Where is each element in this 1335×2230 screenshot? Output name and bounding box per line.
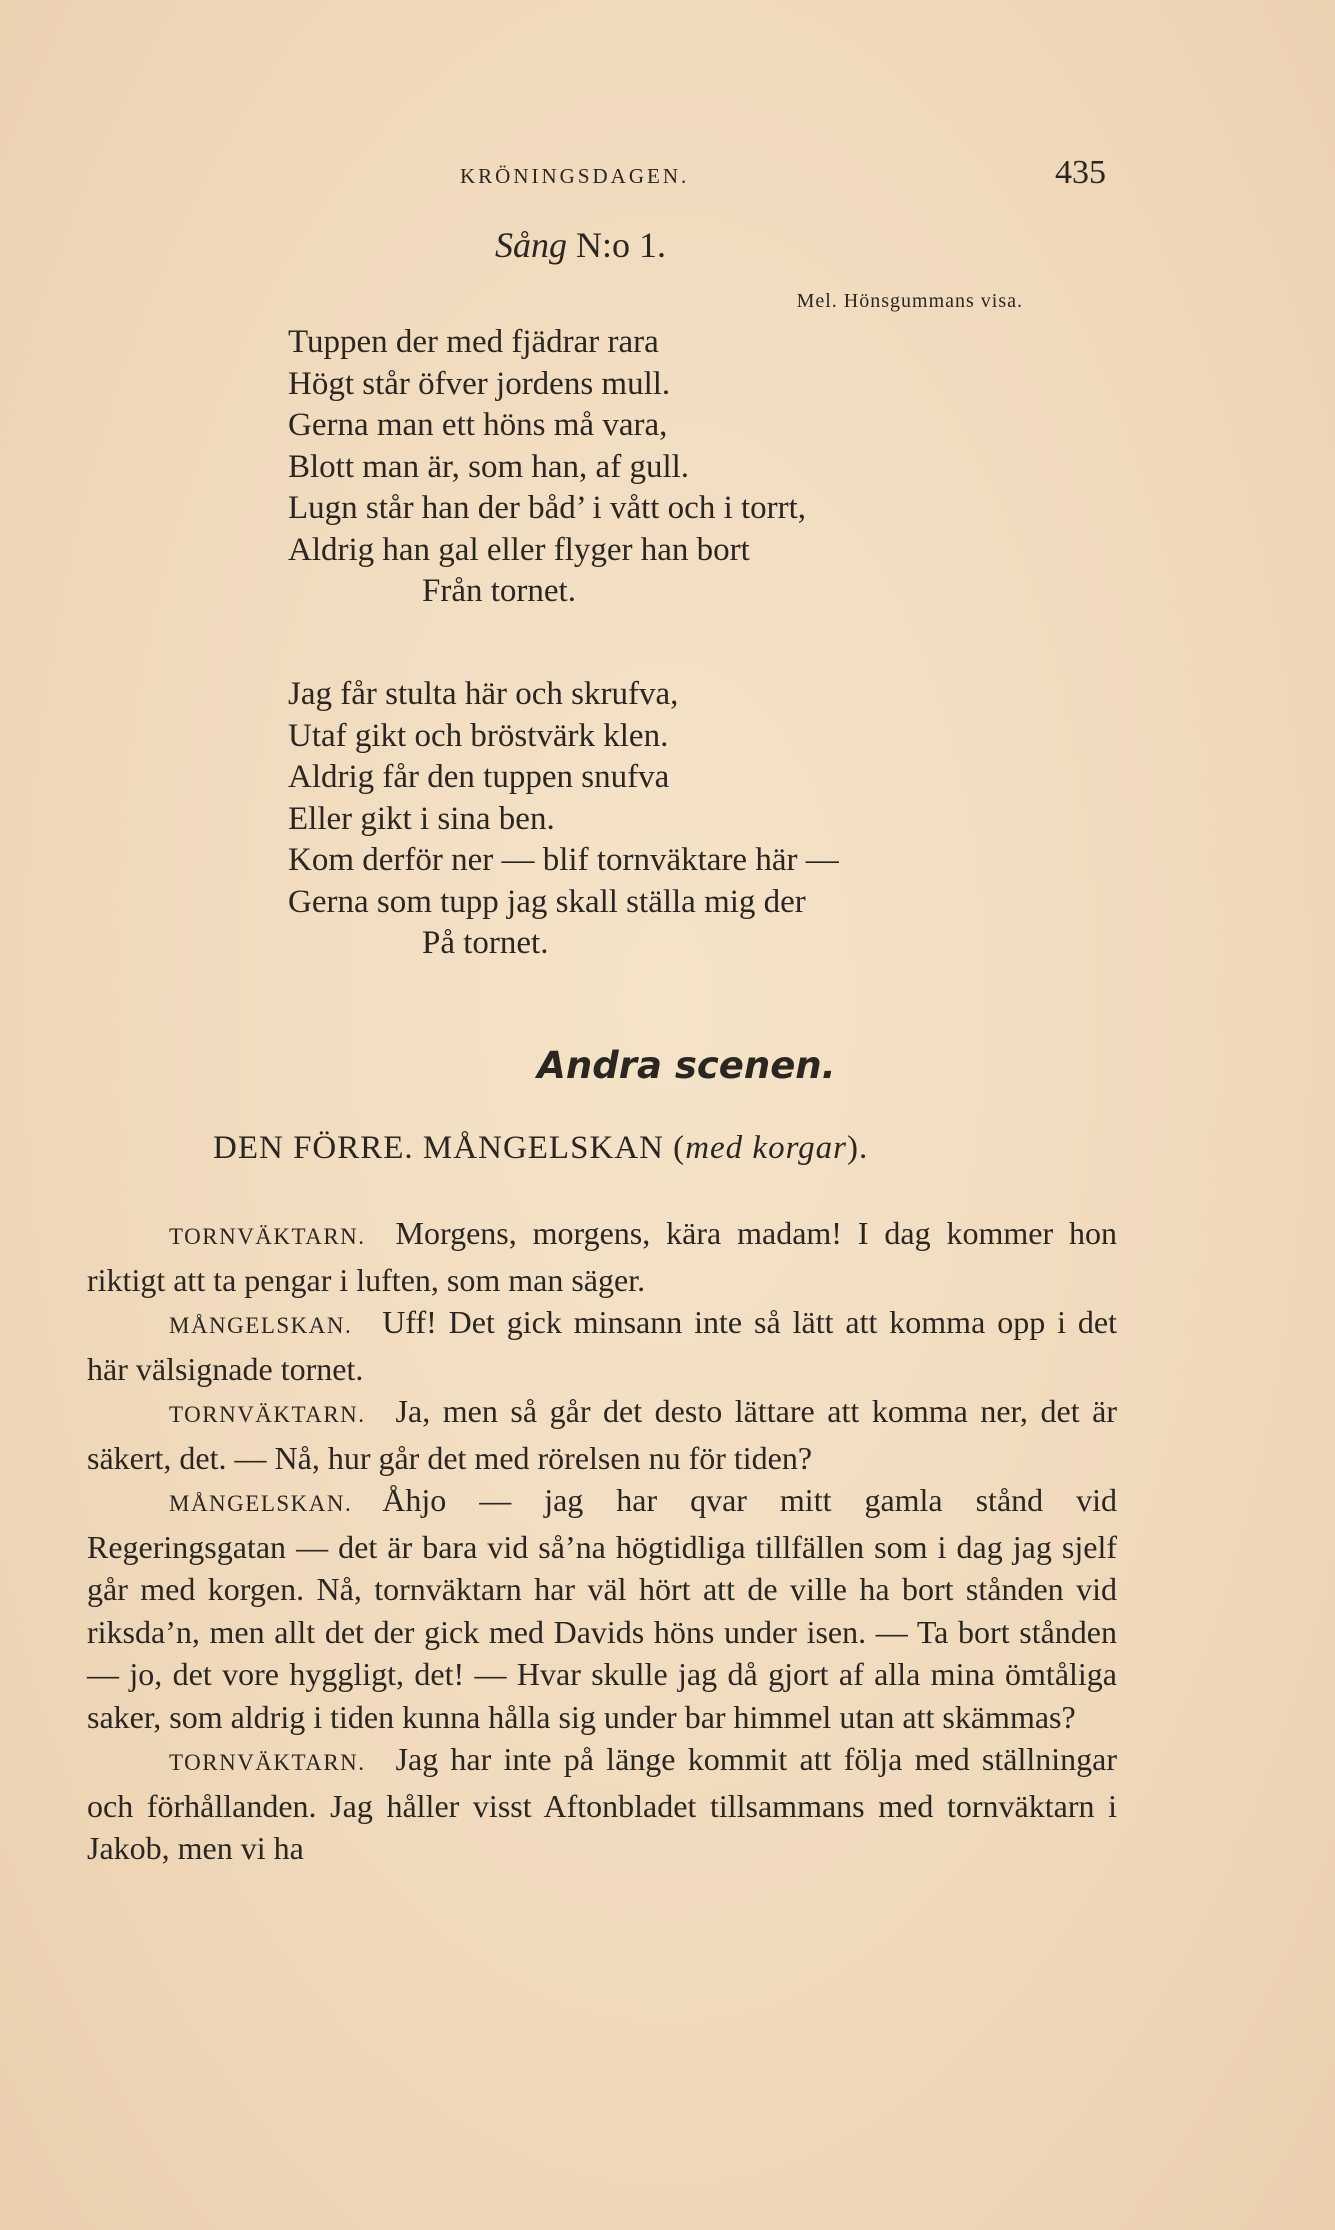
speaker-name: TORNVÄKTARN. (169, 1402, 366, 1427)
verse-line: Tuppen der med fjädrar rara (288, 324, 659, 360)
speaker-name: MÅNGELSKAN. (169, 1313, 353, 1338)
speech-tornvaktarn-1 (87, 1212, 1117, 1301)
speech-tornvaktarn-2 (87, 1390, 1117, 1479)
verse-line: Högt står öfver jordens mull. (288, 365, 671, 402)
verse-line: Eller gikt i sina ben. (288, 800, 555, 837)
verse-refrain: Från tornet. (422, 573, 576, 609)
speech-text: Jag har inte på länge kommit att följa med ställningar och förhållanden. Jag håller visst Aftonbladet tillsammans med tornväktarn i Jakob, men vi ha (87, 1741, 1117, 1866)
running-head: KRÖNINGSDAGEN. (460, 164, 690, 188)
speech-tornvaktarn-3 (87, 1738, 1117, 1870)
speaker-name: TORNVÄKTARN. (169, 1224, 366, 1249)
verse-line: Gerna som tupp jag skall ställa mig der (288, 883, 806, 920)
speaker-name: TORNVÄKTARN. (169, 1750, 366, 1775)
speaker-name: MÅNGELSKAN. (169, 1491, 353, 1516)
scene-title: Andra scenen. (537, 1044, 836, 1087)
verse-line: Kom derför ner — blif tornväktare här — (288, 842, 839, 878)
melody-note: Mel. Hönsgummans visa. (796, 290, 1023, 312)
verse-line: Aldrig han gal eller flyger han bort (288, 531, 750, 568)
speech-text: Ja, men så går det desto lättare att komma ner, det är säkert, det. — Nå, hur går det med rörelsen nu för tiden? (87, 1393, 1117, 1476)
dialogue (87, 1212, 1117, 1870)
verse-2 (288, 674, 839, 965)
stage-direction-characters: DEN FÖRRE. MÅNGELSKAN ( (213, 1130, 686, 1166)
speech-text: Uff! Det gick minsann inte så lätt att komma opp i det här välsignade tornet. (87, 1304, 1117, 1387)
song-title (495, 224, 666, 266)
speech-mangelskan-1 (87, 1301, 1117, 1390)
song-title-word: Sång (495, 225, 567, 265)
speech-text: Åhjo — jag har qvar mitt gamla stånd vid Regeringsgatan — det är bara vid så’na högtidliga tillfällen som i dag jag sjelf går med korgen. Nå, tornväktarn har väl hört att de ville ha bort stånden vid riksda’n, men allt det der gick med Davids höns under isen. — Ta bort stånden — jo, det vore hyggligt, det! — Hvar skulle jag då gjort af alla mina ömtåliga saker, som aldrig i tiden kunna hålla sig under bar himmel utan att skämmas? (87, 1482, 1117, 1735)
verse-line: Gerna man ett höns må vara, (288, 407, 668, 443)
stage-direction (213, 1130, 868, 1167)
verse-line: Aldrig får den tuppen snufva (288, 759, 670, 795)
verse-line: Jag får stulta här och skrufva, (288, 676, 679, 712)
song-title-number: N:o 1. (576, 225, 666, 265)
stage-direction-close: ). (847, 1130, 869, 1166)
stage-direction-note: med korgar (685, 1130, 848, 1166)
verse-line: Lugn står han der båd’ i vått och i torrt, (288, 490, 807, 526)
verse-1 (288, 322, 806, 613)
verse-refrain: På tornet. (422, 925, 549, 961)
speech-text: Morgens, morgens, kära madam! I dag kommer hon riktigt att ta pengar i luften, som man säger. (87, 1215, 1117, 1298)
verse-line: Blott man är, som han, af gull. (288, 448, 690, 485)
speech-mangelskan-2 (87, 1479, 1117, 1738)
verse-line: Utaf gikt och bröstvärk klen. (288, 717, 669, 754)
page-number: 435 (1055, 154, 1106, 191)
